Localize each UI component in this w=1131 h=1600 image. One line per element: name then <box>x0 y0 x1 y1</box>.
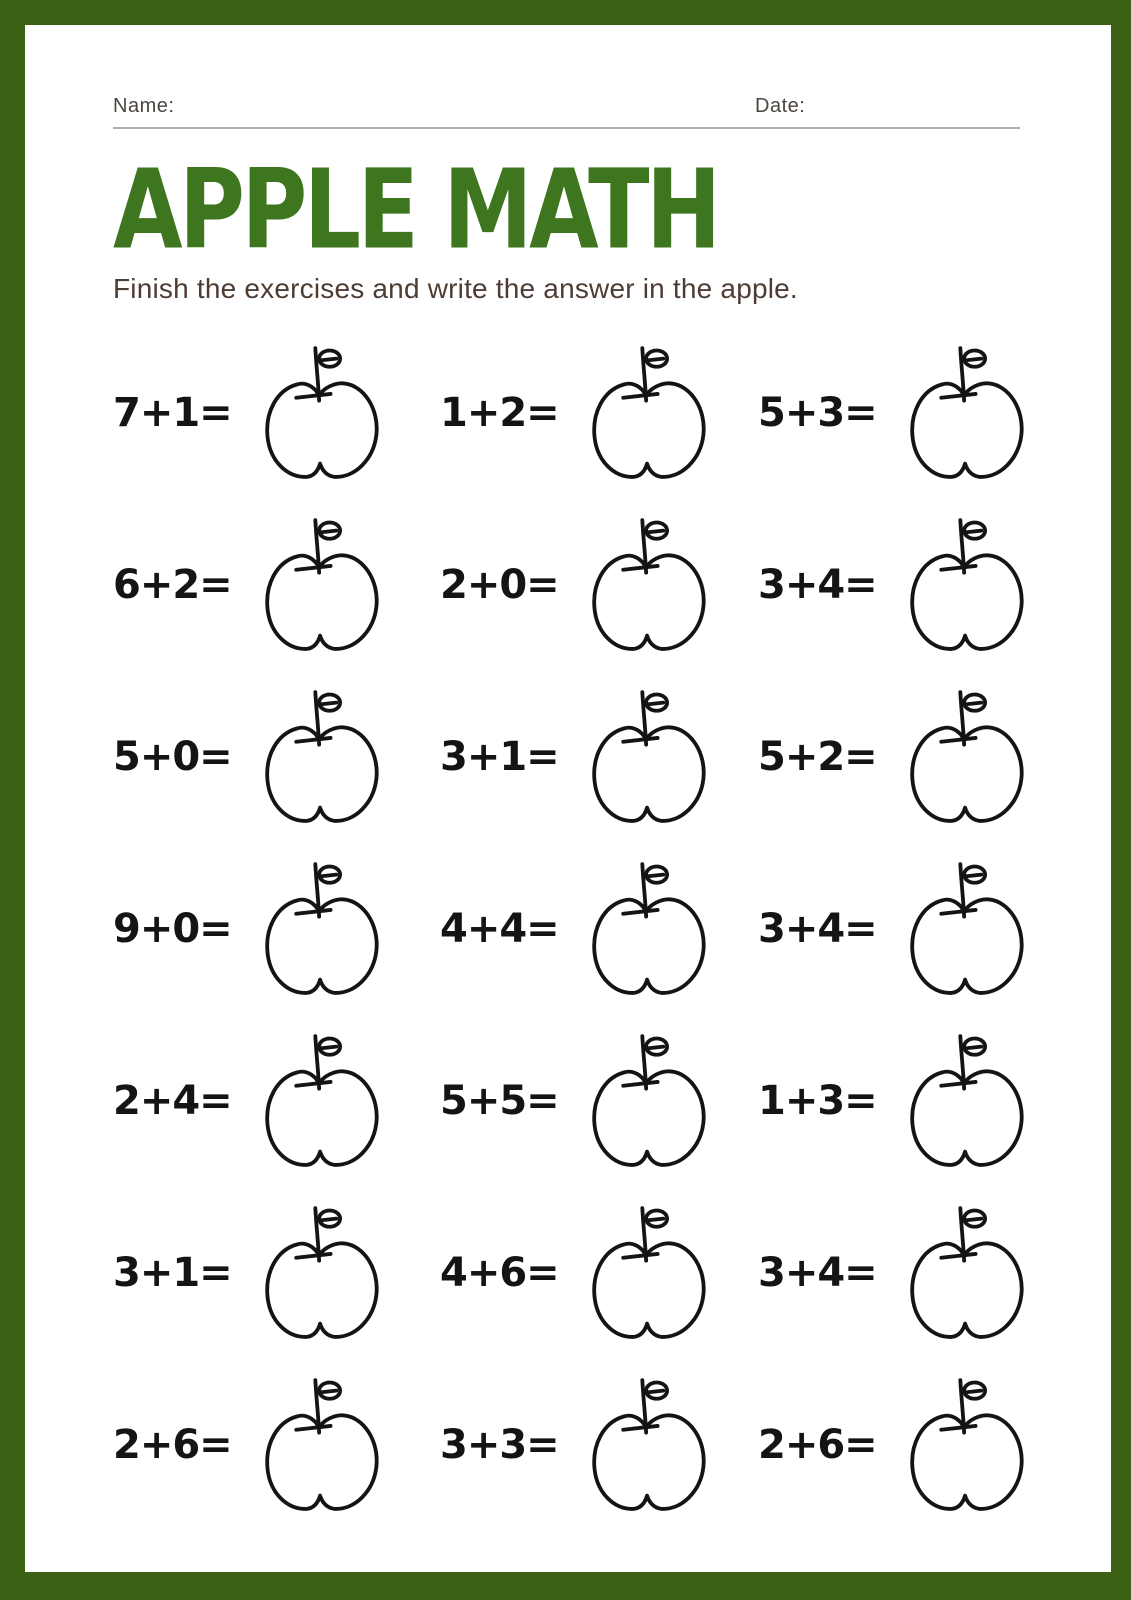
apple-answer-area[interactable] <box>260 1378 384 1512</box>
apple-outline-icon <box>587 1034 711 1168</box>
apple-outline-icon <box>260 1378 384 1512</box>
exercise-equation: 1+2= <box>440 390 559 436</box>
apple-outline-icon <box>905 346 1029 480</box>
apple-answer-area[interactable] <box>905 1206 1029 1340</box>
apple-answer-area[interactable] <box>260 518 384 652</box>
apple-outline-icon <box>260 1034 384 1168</box>
apple-answer-area[interactable] <box>905 1034 1029 1168</box>
apple-answer-area[interactable] <box>905 1378 1029 1512</box>
exercise-equation: 5+3= <box>758 390 877 436</box>
apple-answer-area[interactable] <box>260 690 384 824</box>
apple-answer-area[interactable] <box>260 1034 384 1168</box>
apple-answer-area[interactable] <box>905 690 1029 824</box>
exercise-cell <box>440 671 758 843</box>
exercise-equation: 3+4= <box>758 1250 877 1296</box>
instructions-text: Finish the exercises and write the answer in the apple. <box>113 273 798 304</box>
exercise-cell <box>440 843 758 1015</box>
exercise-cell <box>113 671 440 843</box>
apple-outline-icon <box>587 518 711 652</box>
apple-outline-icon <box>587 1378 711 1512</box>
exercise-equation: 2+0= <box>440 562 559 608</box>
exercise-cell <box>758 499 1029 671</box>
apple-answer-area[interactable] <box>260 862 384 996</box>
exercise-equation: 3+4= <box>758 906 877 952</box>
exercise-equation: 4+6= <box>440 1250 559 1296</box>
title-wrap <box>113 145 1020 274</box>
apple-outline-icon <box>260 690 384 824</box>
apple-outline-icon <box>587 690 711 824</box>
apple-answer-area[interactable] <box>587 690 711 824</box>
apple-outline-icon <box>905 1034 1029 1168</box>
apple-outline-icon <box>905 862 1029 996</box>
exercise-cell <box>440 1359 758 1531</box>
apple-answer-area[interactable] <box>587 346 711 480</box>
exercise-equation: 3+1= <box>440 734 559 780</box>
exercise-equation: 9+0= <box>113 906 232 952</box>
exercise-cell <box>440 1015 758 1187</box>
apple-outline-icon <box>587 346 711 480</box>
exercise-equation: 3+4= <box>758 562 877 608</box>
exercise-cell <box>758 1359 1029 1531</box>
exercise-equation: 5+5= <box>440 1078 559 1124</box>
exercise-equation: 5+0= <box>113 734 232 780</box>
exercise-equation: 6+2= <box>113 562 232 608</box>
apple-answer-area[interactable] <box>905 862 1029 996</box>
exercise-equation: 3+3= <box>440 1422 559 1468</box>
exercise-cell <box>440 327 758 499</box>
apple-outline-icon <box>260 518 384 652</box>
apple-answer-area[interactable] <box>587 1378 711 1512</box>
worksheet-content <box>25 95 1111 1531</box>
date-label: Date: <box>755 95 806 117</box>
exercise-cell <box>758 1015 1029 1187</box>
apple-answer-area[interactable] <box>905 346 1029 480</box>
exercise-equation: 2+6= <box>758 1422 877 1468</box>
apple-outline-icon <box>587 862 711 996</box>
name-label: Name: <box>113 95 175 117</box>
exercise-cell <box>113 843 440 1015</box>
apple-outline-icon <box>587 1206 711 1340</box>
page-title: APPLE MATH <box>113 145 718 274</box>
apple-outline-icon <box>260 862 384 996</box>
apple-answer-area[interactable] <box>260 1206 384 1340</box>
apple-answer-area[interactable] <box>587 1206 711 1340</box>
name-date-header <box>113 95 1020 129</box>
apple-outline-icon <box>260 1206 384 1340</box>
exercise-cell <box>113 1359 440 1531</box>
exercise-cell <box>758 327 1029 499</box>
exercise-cell <box>758 843 1029 1015</box>
apple-answer-area[interactable] <box>905 518 1029 652</box>
apple-outline-icon <box>905 1206 1029 1340</box>
apple-answer-area[interactable] <box>587 1034 711 1168</box>
exercise-equation: 7+1= <box>113 390 232 436</box>
exercise-equation: 3+1= <box>113 1250 232 1296</box>
exercise-equation: 1+3= <box>758 1078 877 1124</box>
apple-outline-icon <box>905 1378 1029 1512</box>
exercise-cell <box>113 499 440 671</box>
exercise-cell <box>758 671 1029 843</box>
exercise-cell <box>113 1187 440 1359</box>
apple-outline-icon <box>905 690 1029 824</box>
exercise-cell <box>440 1187 758 1359</box>
apple-answer-area[interactable] <box>587 862 711 996</box>
exercise-equation: 2+4= <box>113 1078 232 1124</box>
exercise-cell <box>440 499 758 671</box>
exercise-cell <box>758 1187 1029 1359</box>
exercise-grid <box>113 327 1020 1531</box>
apple-outline-icon <box>260 346 384 480</box>
apple-outline-icon <box>905 518 1029 652</box>
apple-answer-area[interactable] <box>260 346 384 480</box>
exercise-equation: 4+4= <box>440 906 559 952</box>
exercise-equation: 2+6= <box>113 1422 232 1468</box>
exercise-equation: 5+2= <box>758 734 877 780</box>
exercise-cell <box>113 1015 440 1187</box>
apple-answer-area[interactable] <box>587 518 711 652</box>
exercise-cell <box>113 327 440 499</box>
